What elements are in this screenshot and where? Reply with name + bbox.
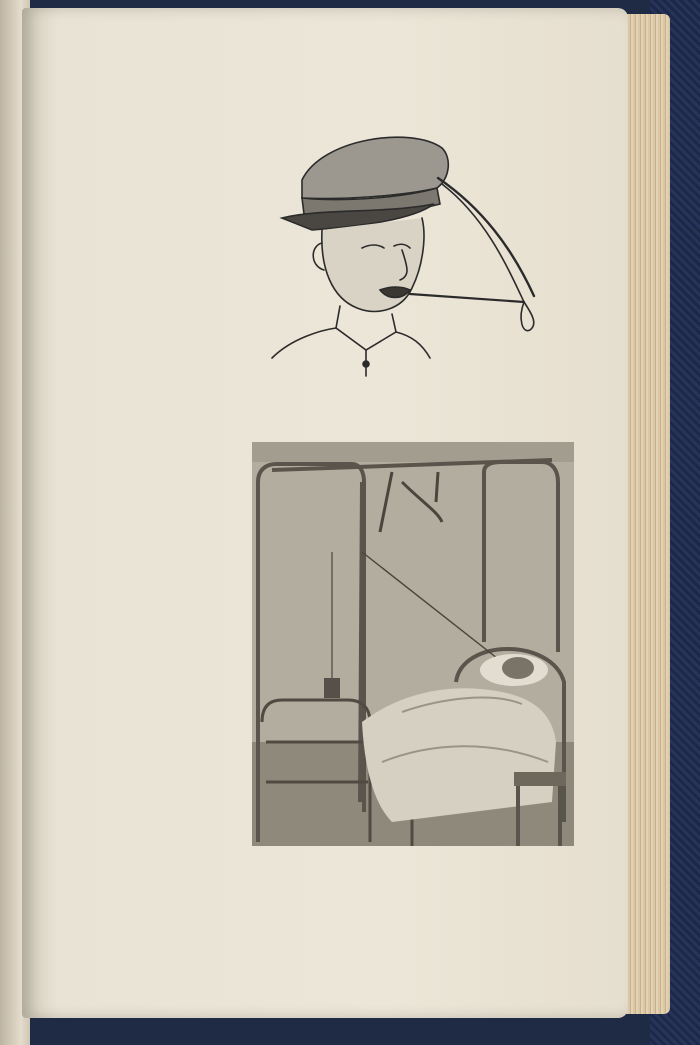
- hospital-bed-illustration: [252, 442, 574, 846]
- figure-303-drawing: [262, 118, 562, 378]
- figure-304-photo: [252, 442, 574, 846]
- book-page: [22, 8, 628, 1018]
